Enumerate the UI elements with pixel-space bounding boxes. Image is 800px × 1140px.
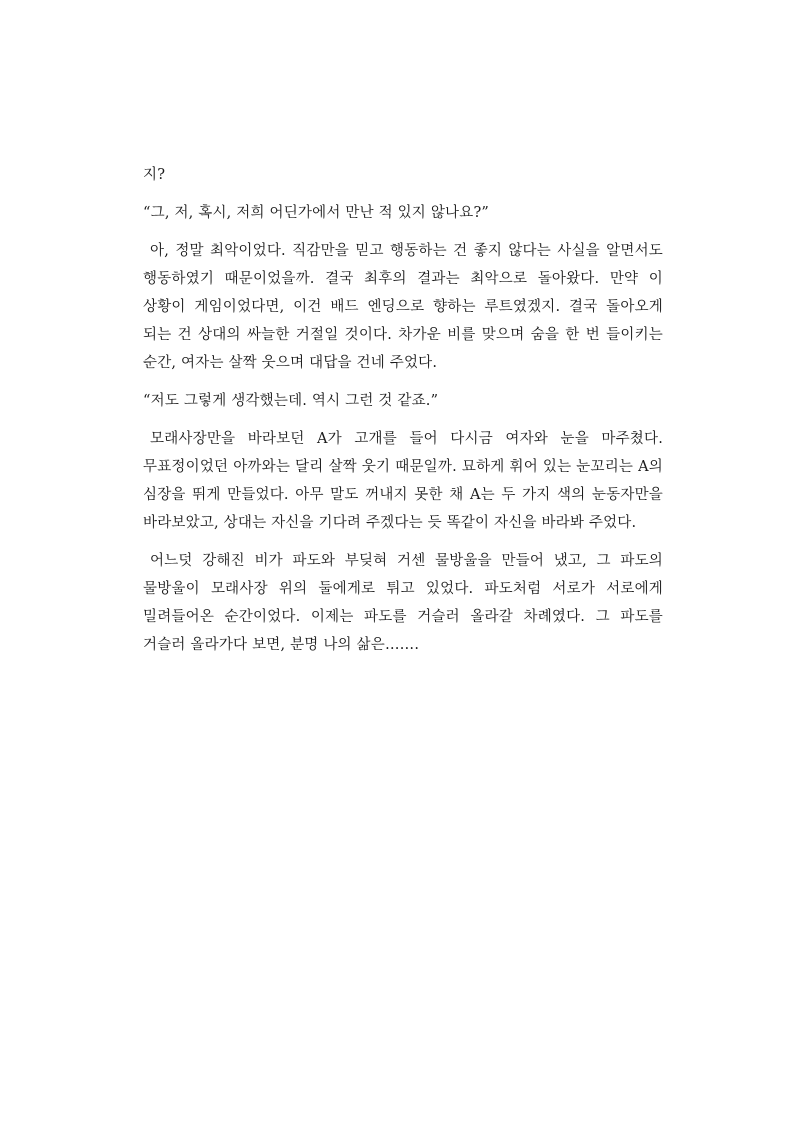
paragraph-narration-regret: 아, 정말 최악이었다. 직감만을 믿고 행동하는 건 좋지 않다는 사실을 알면서도 행동하였기 때문이었을까. 결국 최후의 결과는 최악으로 돌아왔다. 만약 이 상황이 게임이었다면, 이건 배드 엔딩으로 향하는 루트였겠지. 결국 돌아오게 되는 건 상대의 싸늘한 거절일 것이다. 차가운 비를 맞으며 숨을 한 번 들이키는 순간, 여자는 살짝 웃으며 대답을 건네 주었다. [143,243,663,371]
paragraph-narration-eyes: 모래사장만을 바라보던 A가 고개를 들어 다시금 여자와 눈을 마주쳤다. 무표정이었던 아까와는 달리 살짝 웃기 때문일까. 묘하게 휘어 있는 눈꼬리는 A의 심장을 뛰게 만들었다. 아무 말도 꺼내지 못한 채 A는 두 가지 색의 눈동자만을 바라보았고, 상대는 자신을 기다려 주겠다는 듯 똑같이 자신을 바라봐 주었다. [143,431,663,531]
paragraph-dialogue-end: 지? [143,167,166,183]
body-text [143,161,663,659]
paragraph-narration-waves: 어느덧 강해진 비가 파도와 부딪혀 거센 물방울을 만들어 냈고, 그 파도의 물방울이 모래사장 위의 둘에게로 튀고 있었다. 파도처럼 서로가 서로에게 밀려들어온 순간이었다. 이제는 파도를 거슬러 올라갈 차례였다. 그 파도를 거슬러 올라가다 보면, 분명 나의 삶은……. [143,553,663,653]
paragraph-dialogue-question: “그, 저, 혹시, 저희 어딘가에서 만난 적 있지 않나요?” [143,205,490,221]
paragraph-dialogue-answer: “저도 그렇게 생각했는데. 역시 그런 것 같죠.” [143,393,439,409]
